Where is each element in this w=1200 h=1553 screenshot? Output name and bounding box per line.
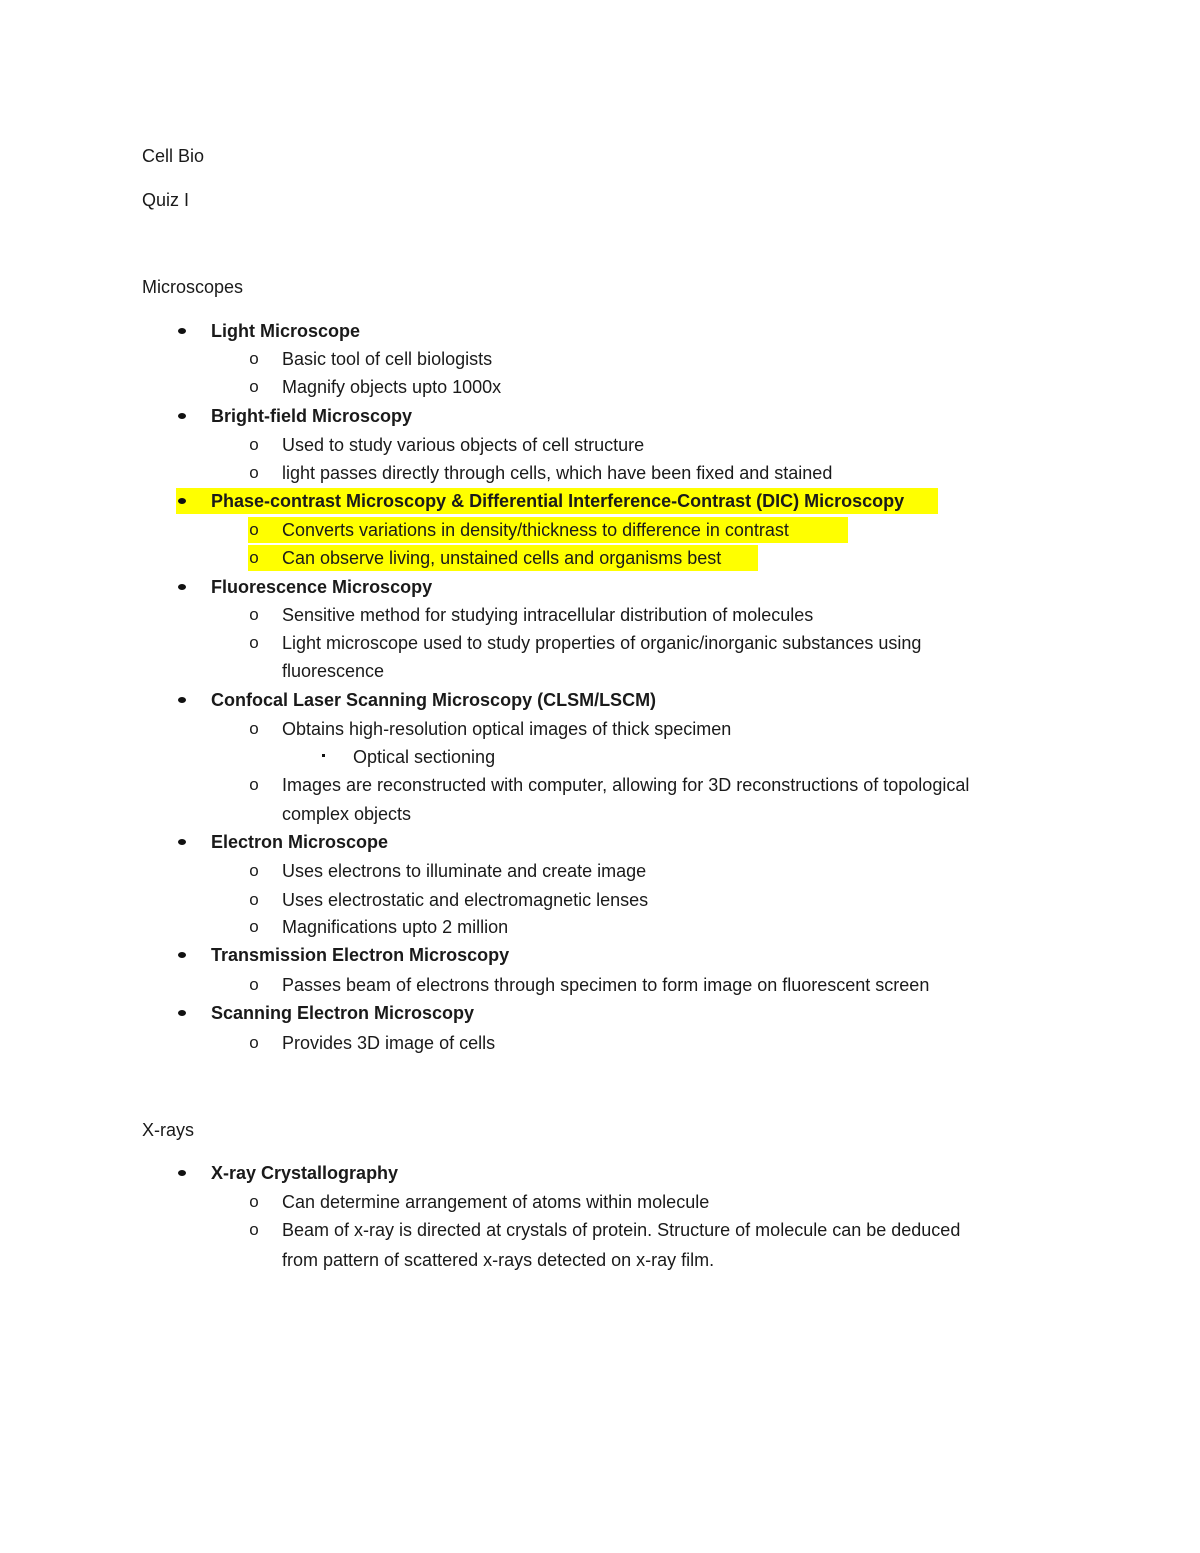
bullet-icon [176,575,188,599]
sub-bullet-marker: o [249,349,259,368]
sub-bullet-marker: o [249,975,259,994]
sub-bullet-marker: o [249,520,259,539]
sub-list-item-highlighted: Converts variations in density/thickness to difference in contrast [282,520,789,540]
list-item: Light Microscope [211,321,361,341]
list-item: Fluorescence Microscopy [211,577,433,597]
bullet-icon [176,830,188,854]
list-item: Transmission Electron Microscopy [211,945,510,965]
sub-list-item: Uses electrons to illuminate and create image [282,861,647,881]
sub-list-item: Provides 3D image of cells [282,1033,496,1053]
sub-bullet-marker: o [249,548,259,567]
bullet-icon [176,943,188,967]
sub-list-item: Sensitive method for studying intracellular distribution of molecules [282,605,814,625]
sub-list-item: Basic tool of cell biologists [282,349,493,369]
list-item: Electron Microscope [211,832,389,852]
list-item-highlighted: Phase-contrast Microscopy & Differential Interference-Contrast (DIC) Microscopy [211,491,905,511]
course-title: Cell Bio [142,146,205,166]
sub-list-item: Obtains high-resolution optical images of thick specimen [282,719,732,739]
sub-bullet-marker: o [249,917,259,936]
sub-list-item: Passes beam of electrons through specimen to form image on fluorescent screen [282,975,930,995]
sub-list-item-highlighted: Can observe living, unstained cells and organisms best [282,548,722,568]
list-item: Scanning Electron Microscopy [211,1003,475,1023]
sub-bullet-marker: o [249,1220,259,1239]
sub-list-item: Images are reconstructed with computer, allowing for 3D reconstructions of topological [282,775,970,795]
sub-list-item-continuation: fluorescence [282,661,385,681]
list-item: X-ray Crystallography [211,1163,399,1183]
sub-bullet-marker: o [249,377,259,396]
sub-list-item: light passes directly through cells, which have been fixed and stained [282,463,833,483]
sub-list-item: Magnify objects upto 1000x [282,377,502,397]
sub-list-item: Uses electrostatic and electromagnetic lenses [282,890,649,910]
bullet-icon [176,1001,188,1025]
sub-bullet-marker: o [249,719,259,738]
section-heading-microscopes: Microscopes [142,277,244,297]
bullet-icon [176,1161,188,1185]
sub-bullet-marker: o [249,1192,259,1211]
sub-list-item-continuation: complex objects [282,804,412,824]
quiz-title: Quiz I [142,190,190,210]
sub-list-item: Light microscope used to study properties of organic/inorganic substances using [282,633,922,653]
bullet-icon [176,688,188,712]
sub-list-item: Magnifications upto 2 million [282,917,509,937]
sub-list-item-continuation: from pattern of scattered x-rays detected on x-ray film. [282,1250,715,1270]
sub-bullet-marker: o [249,605,259,624]
bullet-icon [176,489,188,513]
list-item: Bright-field Microscopy [211,406,413,426]
bullet-icon [176,404,188,428]
sub-bullet-marker: o [249,633,259,652]
sub-sub-list-item: Optical sectioning [353,747,496,767]
list-item: Confocal Laser Scanning Microscopy (CLSM/LSCM) [211,690,657,710]
sub-bullet-marker: o [249,1033,259,1052]
sub-bullet-marker: o [249,861,259,880]
section-heading-xrays: X-rays [142,1120,195,1140]
sub-bullet-marker: o [249,463,259,482]
sub-list-item: Used to study various objects of cell structure [282,435,645,455]
sub-list-item: Beam of x-ray is directed at crystals of protein. Structure of molecule can be deduced [282,1220,961,1240]
square-bullet-icon [320,745,328,769]
sub-bullet-marker: o [249,890,259,909]
sub-list-item: Can determine arrangement of atoms within molecule [282,1192,710,1212]
sub-bullet-marker: o [249,435,259,454]
sub-bullet-marker: o [249,775,259,794]
bullet-icon [176,319,188,343]
